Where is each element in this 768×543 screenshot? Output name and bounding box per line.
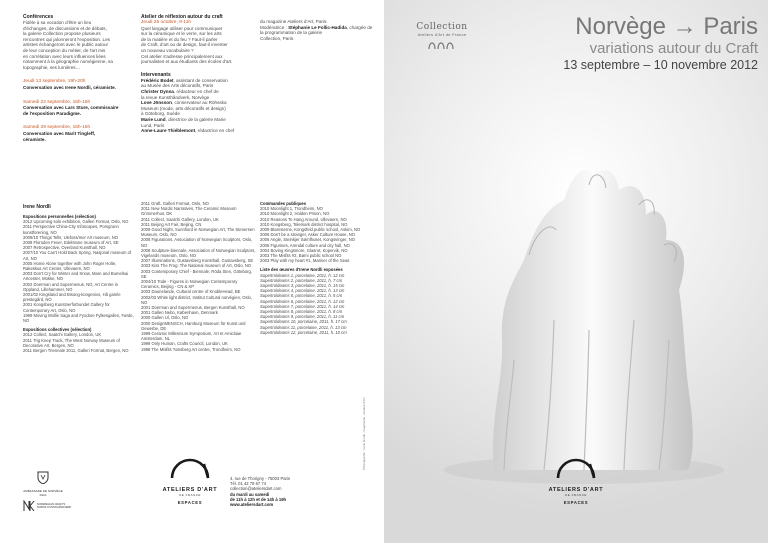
- works-list: [260, 273, 378, 335]
- list-item: 2008 Sculpture-biennale, Association of Norwegian Sculptors, Vigelands museum, Oslo, NO: [141, 247, 256, 259]
- ateliers-arc-icon: [546, 438, 606, 482]
- list-item: 2009/10 Things Tells, Ulefoss/mer Art museum, NO: [23, 234, 119, 240]
- workshop-date: Jeudi 25 octobre, 9-11h: [141, 20, 192, 25]
- list-item: 1998 The Misfits Tønsberg Art centre, Trondheim, NO: [141, 346, 241, 352]
- commissions-heading: Commandes publiques: [260, 201, 307, 206]
- list-item: 2011 Graft, Galleri Format, Oslo, NO: [141, 201, 209, 206]
- list-item: 2000 DesignMENSCH, Hamburg Museum für Kunst und Gewerbe, DE: [141, 320, 246, 331]
- event-1: Jeudi 13 septembre, 19h-20h Conversation avec Irene Nordli, céramiste.: [23, 79, 116, 90]
- ateliers-logo-cover: ATELIERS D'ART DE FRANCE ESPACES: [546, 438, 606, 505]
- list-item: 2011 Trig Keep Track, The West Norway Museum of Decorative Art, Bergen, NO: [23, 337, 120, 348]
- list-item: Supertroldeams 1, porcelaine, 2011, h. 12 cm: [260, 272, 345, 278]
- exhibitions-list: [141, 201, 256, 352]
- norway-crest-icon: [36, 470, 50, 484]
- norwegian-crafts-logo: NORWEGIAN CRAFTS NORSK KUNSTHÅNDVERK: [23, 500, 83, 512]
- list-item: 1999 Ceramic Millennium Symposium, Art et Amicitiae Amsterdam, NL: [141, 331, 242, 342]
- list-item: Supertroldeams 5, porcelaine, 2011, h. 5 cm: [260, 293, 343, 299]
- collection-logo: Collection Ateliers d'Art de France: [412, 22, 472, 55]
- list-item: 2005 Figurines, Arendal culture and city hall, NO: [260, 242, 350, 248]
- solo-heading: Expositions personnelles (sélection): [23, 214, 96, 219]
- list-item: 2012 Collect, Saatchi Gallery, London, UK: [23, 332, 102, 338]
- cover-titles: [563, 14, 758, 73]
- list-item: 2011 New Nordic Narratives, The Ceramic Museum Grimmerhus, DK: [141, 206, 237, 217]
- group-list: [23, 332, 135, 353]
- bio-column: [23, 204, 135, 353]
- speakers-list: Frédéric Bodet, assistant de conservation au Musée des Arts décoratifs, Paris Christer Dynna, rédacteur en chef de la revue Kunsthåndverk, Norvège Love Jönsson, conservateur au Röhsska Museum (mode, arts décoratifs et design) à Göteborg, Suède Marie Lund, directrice de la galerie Marie Lund, Paris Anne-Laure Thiéblemont, rédactrice en chef: [141, 77, 235, 134]
- list-item: 2012 Upcoming solo exhibition, Galleri Format, Oslo, NO: [23, 219, 129, 225]
- nk-logo-icon: [23, 500, 35, 512]
- credits-vertical: Photographie : Irene Nordli - Graphisme : Ateliers d'Art: [362, 397, 366, 470]
- collection-wave-icon: [427, 40, 457, 50]
- list-item: 2011 Bergen Triennale 2011, Galleri Format, Bergen, NO: [23, 348, 129, 354]
- list-item: 1999 Only Human, Crafts Council, London, UK: [141, 341, 228, 347]
- list-item: 2006 Angle, Steinkjer Sømfhuset, Kongsvinger, NO: [260, 237, 355, 243]
- list-item: 2008 Floroden Fever, Edelstone museum of Art, SE: [23, 240, 119, 246]
- list-item: Supertroldeams 7, porcelaine, 2011, h. 14 cm: [260, 303, 345, 309]
- list-item: 2010 Kongsberg, Telemark district hospital, NO: [260, 221, 348, 227]
- list-item: 2003 Don't Cry for Winter and Snow, Mare and Bumelsai Artcenter, Mokke, NO: [23, 271, 129, 282]
- group-heading: Expositions collectives (sélection): [23, 327, 92, 333]
- list-item: 2001 Kongsberg Kunstnerforbundet Gallery for Contemporary Art, Oslo, NO: [23, 302, 110, 313]
- list-item: 1999 Moving Mollie Saga and Fyodore Fylkesgallen, Førde, NO: [23, 312, 134, 324]
- conferences-column: [23, 14, 135, 146]
- list-item: 2006 Don't be a stranger, Asker Culture House, NO: [260, 232, 356, 238]
- conferences-intro: Fidèle à sa vocation d'être un lieu d'échanges, de discussions et de débats, la galerie Collection propose plusieurs rencontres qui jalonneront l'exposition. Les artistes échangeront avec le public autour de leur conception du métier, de l'art mis en corrélation avec leurs influences liées notamment à la géographie norvégienne, sa topographie, ses lumières…: [23, 20, 113, 70]
- list-item: Supertroldeams 11, porcelaine, 2011, h. 13 cm: [260, 324, 347, 330]
- exhibitions-column: [141, 201, 256, 352]
- cover-subtitle: variations autour du Craft: [589, 40, 758, 57]
- list-item: 2001 Gallen Nebo, København, Denmark: [141, 310, 218, 316]
- list-item: 2002 Doerman and Supermenus, NO, Art Centre in Oppland, Lillehammer, NO: [23, 281, 118, 292]
- ateliers-logo-left: ATELIERS D'ART DE FRANCE ESPACES: [160, 438, 220, 505]
- list-item: 2007 Illuminations, Gustavsberg Konsthall, Gustavsberg, SE: [141, 258, 254, 264]
- list-item: Supertroldeams 9, porcelaine, 2011, h. 11 cm: [260, 314, 345, 320]
- list-item: 2003 Kiss The Frog: The National museum of Art, Oslo, NO: [141, 263, 252, 269]
- workshop-column: [141, 14, 256, 134]
- list-item: Supertroldeams 6, porcelaine, 2011, h. 12 cm: [260, 298, 345, 304]
- list-item: 2004 Boving Kingsmore, Glasrot, Kopervik, NO: [260, 247, 348, 253]
- list-item: 2004/10 Tode - Figures in Norwegian Contemporary Ceramics, Beijing - CN & KP: [141, 279, 238, 290]
- speakers-heading: Intervenants: [141, 71, 171, 78]
- list-item: Supertroldeams 2, porcelaine, 2011, h. 7 cm: [260, 277, 343, 283]
- works-heading: Liste des œuvres d'Irene Nordli exposées: [260, 267, 343, 273]
- list-item: 2000 Gallen Ul, Oslo, NO: [141, 315, 189, 321]
- list-item: 2008 Figurations, Association of Norwegian Sculptors, Oslo, NO: [141, 237, 253, 248]
- moderator-name: Stéphanie Le Follic-Hadida: [288, 24, 347, 30]
- event-3: Samedi 29 septembre, 15h-16h Conversation avec Marit Tingleff, céramiste.: [23, 125, 96, 142]
- list-item: 2011 Perspective China-City Infoscapes, Porsgrunn kunstforening, NO: [23, 224, 119, 235]
- embassy-logo: AMBASSADE DE NORVÈGE Paris: [23, 470, 63, 497]
- list-item: 2001/02 Kingsland and Bisong-kongenivo, Hå gamle prestegård, NO: [23, 292, 121, 303]
- commissions-list: [260, 206, 378, 263]
- list-item: 2007/10 You Can't Hold Back Spring, Nasjonal museum of Art, NO: [23, 250, 132, 261]
- list-item: 2010 Reasons To Hang Around, Ullevaern, NO: [260, 216, 347, 222]
- cover-page: [384, 0, 768, 543]
- list-item: Supertroldeams 10, porcelaine, 2011, h. 17 cm: [260, 319, 347, 325]
- event-2: Samedi 22 septembre, 15h-16h Conversation avec Lars Sture, commissaire de l'exposition Paradigme.: [23, 99, 119, 116]
- list-item: 2003 Play with my heart #1, Mariner of the Seas: [260, 258, 350, 264]
- commissions-column: [260, 201, 378, 335]
- list-item: Supertroldeams 8, porcelaine, 2011, h. 8 cm: [260, 309, 343, 315]
- list-item: 2009 Good Night, Sunnfiord in Norwegian Art, The Stenersen Museum, Oslo, NO: [141, 227, 255, 238]
- ateliers-arc-icon: [160, 438, 220, 482]
- cover-title: Norvège → Paris: [575, 13, 758, 40]
- list-item: 2010 Moonlight 2, Holden Prison, NO: [260, 211, 330, 217]
- list-item: 2011 Collect, Saatchi Gallery, London, UK: [141, 216, 219, 222]
- list-item: 2003 Daunelande, Cultural centre of KnobleHead, BE: [141, 289, 241, 295]
- workshop-intro: Quel langage utiliser pour communiquer sur la céramique et le verre, sur les arts de la matière et du feu ? Faut-il parler de Craft, d'art ou de design, faut-il inventer un nouveau vocabulaire ? Cet atelier s'adresse principalement aux journalistes et aux étudiants des écoles d'art.: [141, 25, 233, 65]
- list-item: 2007 Retrospective, Overland Kunsthall, NO: [23, 245, 106, 251]
- list-item: 2009 Blømsterne, Kongsfeld public school, Askim, NO: [260, 227, 361, 233]
- workshop-heading: Atelier de réflexion autour du craft: [141, 14, 223, 20]
- list-item: 2010 Moonlight 1, Trondheim, NO: [260, 206, 323, 212]
- list-item: 2003 Contemporary Chief - Biennale, Röda Sten, Göteborg, SE: [141, 268, 253, 279]
- list-item: 2011 Beijing Art Fair, Beijing, CN: [141, 221, 202, 227]
- solo-list: [23, 219, 135, 323]
- address-block: 4, rue de Thorigny - 75003 Paris Tél. 01 42 78 67 74 collection@ateliersdart.com du mardi au samedi de 11h à 12h et de 14h à 19h www.ateliersdart.com: [230, 476, 290, 508]
- cover-dates: 13 septembre – 10 novembre 2012: [563, 58, 758, 72]
- list-item: Supertroldeams 4, porcelaine, 2011, h. 13 cm: [260, 288, 345, 294]
- list-item: 2003 The Misfits #2, Bømi public school NO: [260, 253, 342, 259]
- list-item: 2002/03 White light district, Institut Cultural norvégien, Oslo, NO: [141, 294, 253, 305]
- list-item: 2001 Doerman and Supermenus, Bergen Kunsthall, NO: [141, 305, 245, 311]
- moderator-column: du magazine Ateliers d'Art, Paris. Modératrice : Stéphanie Le Follic-Hadida, chargée de la programmation de la galerie Collection, Paris.: [260, 19, 373, 41]
- list-item: 2005 Home Alone together with John Roger Holte, Rakeskus Art Center, Ullevaern, NO: [23, 260, 117, 272]
- list-item: Supertroldeams 3, porcelaine, 2011, h. 15 cm: [260, 283, 345, 289]
- list-item: Supertroldeams 12, porcelaine, 2011, h. 10 cm: [260, 329, 347, 335]
- artist-name: Irene Nordli: [23, 204, 51, 210]
- conferences-heading: Conférences: [23, 14, 54, 20]
